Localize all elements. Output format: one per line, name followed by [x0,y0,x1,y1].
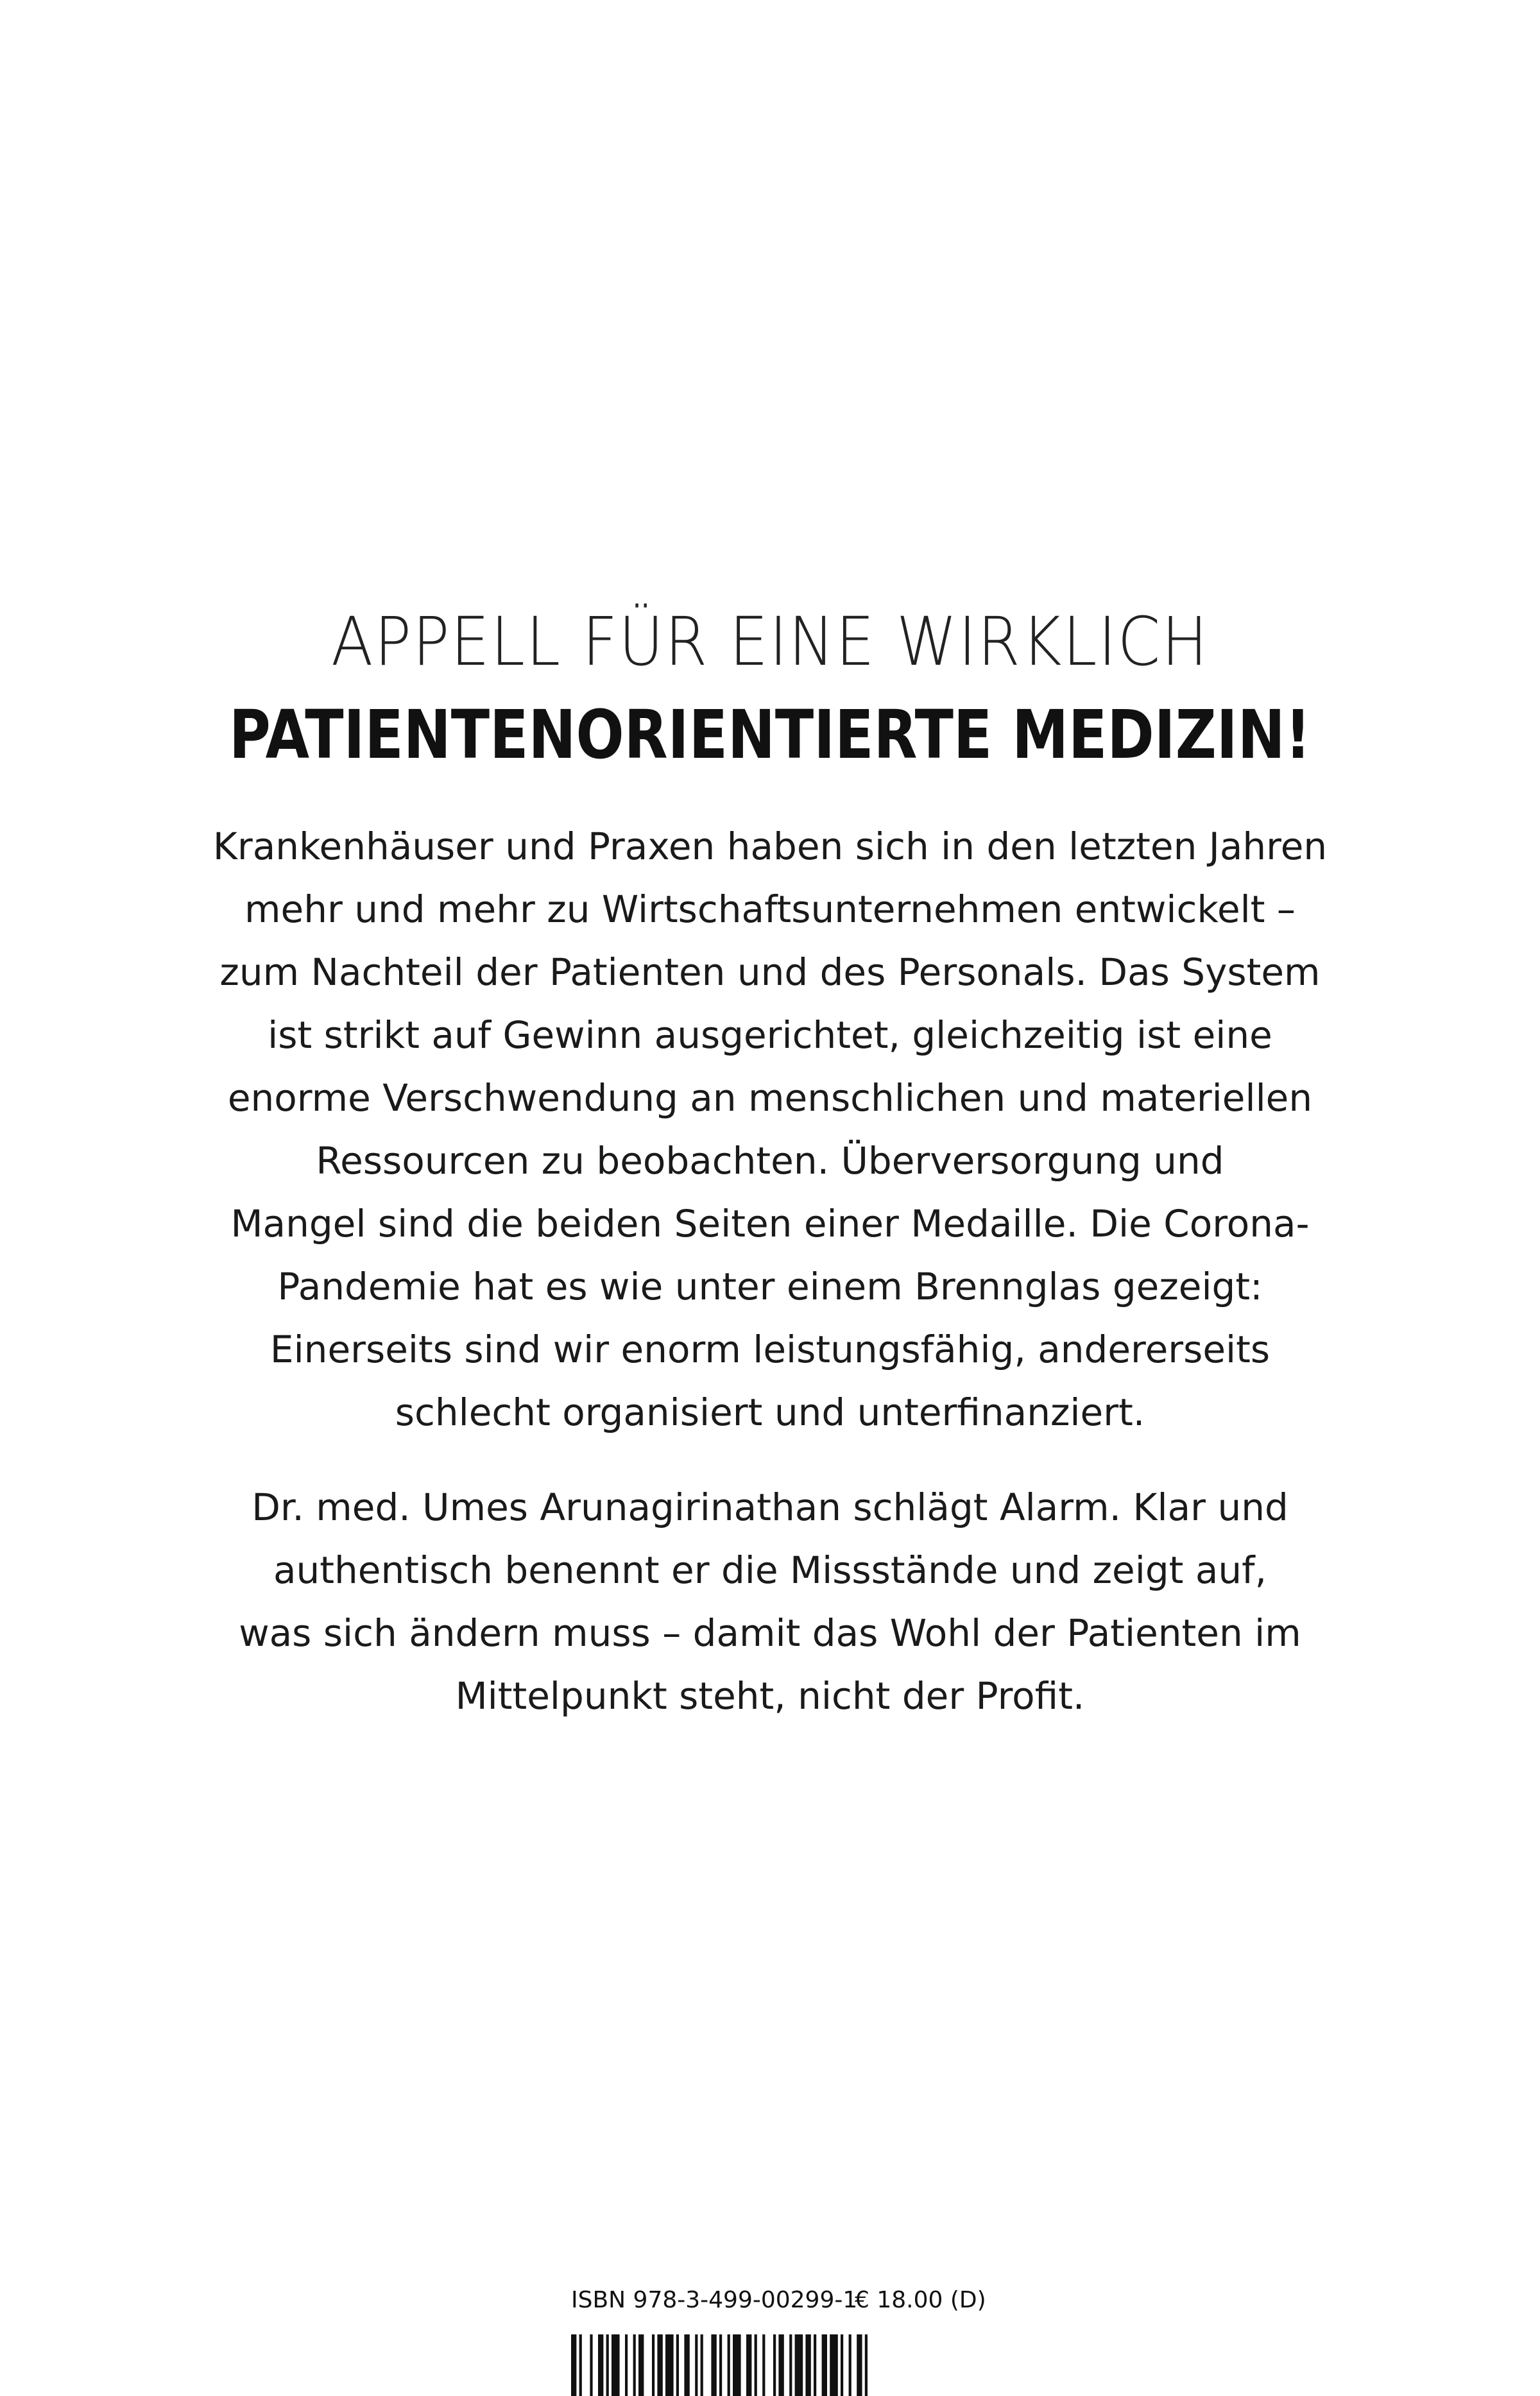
barcode-stripe [728,2334,730,2396]
barcode-stripe [719,2334,722,2396]
barcode-block [558,2284,995,2396]
barcode-stripe [665,2334,674,2396]
barcode-stripe [857,2334,862,2396]
barcode-stripe [612,2334,620,2396]
blurb-line: Krankenhäuser und Praxen haben sich in den letzten Jahren [212,825,1328,868]
barcode-stripe [865,2334,868,2396]
barcode-stripe [633,2334,636,2396]
barcode-stripe [571,2334,576,2396]
blurb-line: Einerseits sind wir enorm leistungsfähig, andererseits [270,1328,1270,1371]
isbn-price-row [565,2284,988,2316]
barcode-stripe [773,2334,776,2396]
blurb-line: schlecht organisiert und unterfinanziert. [395,1391,1145,1434]
barcode-stripe [579,2334,582,2396]
barcode-stripe [676,2334,679,2396]
blurb-line: was sich ändern muss – damit das Wohl der Patienten im [239,1611,1301,1655]
barcode-stripe [814,2334,816,2396]
barcode-stripe [684,2334,689,2396]
barcode-stripe [762,2334,765,2396]
barcode-stripe [625,2334,628,2396]
blurb-paragraph-1 [0,815,1540,1444]
blurb-line: enorme Verschwendung an menschlichen und materiellen [227,1076,1313,1120]
blurb-line: mehr und mehr zu Wirtschaftsunternehmen entwickelt – [244,887,1296,931]
blurb-line: Dr. med. Umes Arunagirinathan schlägt Alarm. Klar und [252,1485,1288,1529]
blurb-line: Ressourcen zu beobachten. Überversorgung und [316,1139,1224,1183]
barcode-stripe [822,2334,827,2396]
barcode-stripe [652,2334,654,2396]
barcode-stripe [849,2334,851,2396]
price-label: € 18.00 (D) [855,2287,986,2313]
barcode-stripe [778,2334,783,2396]
blurb-line: ist strikt auf Gewinn ausgerichtet, gleichzeitig ist eine [268,1013,1272,1057]
headline [0,597,1540,783]
barcode-stripe [805,2334,810,2396]
headline-line-2: PATIENTENORIENTIERTE MEDIZIN! [228,696,1311,774]
barcode-stripe [755,2334,757,2396]
isbn-number: ISBN 978-3-499-00299-1 [571,2287,858,2313]
blurb [0,815,1540,1759]
barcode-stripe [711,2334,716,2396]
blurb-line: authentisch benennt er die Missstände und zeigt auf, [273,1548,1267,1592]
blurb-line: Mangel sind die beiden Seiten einer Medaille. Die Corona- [230,1202,1310,1245]
blurb-paragraph-2 [0,1476,1540,1727]
barcode-stripe [701,2334,703,2396]
headline-line-1: APPELL FÜR EINE WIRKLICH [331,603,1209,681]
barcode-stripe [657,2334,662,2396]
barcode-stripe [733,2334,741,2396]
barcode-stripe [695,2334,697,2396]
barcode-stripe [638,2334,644,2396]
barcode-bars [571,2334,982,2396]
barcode-stripe [598,2334,603,2396]
blurb-line: zum Nachteil der Patienten und des Personals. Das System [219,950,1321,994]
barcode-stripe [841,2334,843,2396]
barcode-stripe [795,2334,803,2396]
barcode-stripe [789,2334,792,2396]
barcode-stripe [590,2334,592,2396]
barcode-stripe [830,2334,838,2396]
blurb-line: Mittelpunkt steht, nicht der Profit. [455,1674,1085,1718]
barcode-stripe [606,2334,609,2396]
blurb-line: Pandemie hat es wie unter einem Brennglas gezeigt: [277,1265,1263,1308]
barcode-stripe [746,2334,751,2396]
